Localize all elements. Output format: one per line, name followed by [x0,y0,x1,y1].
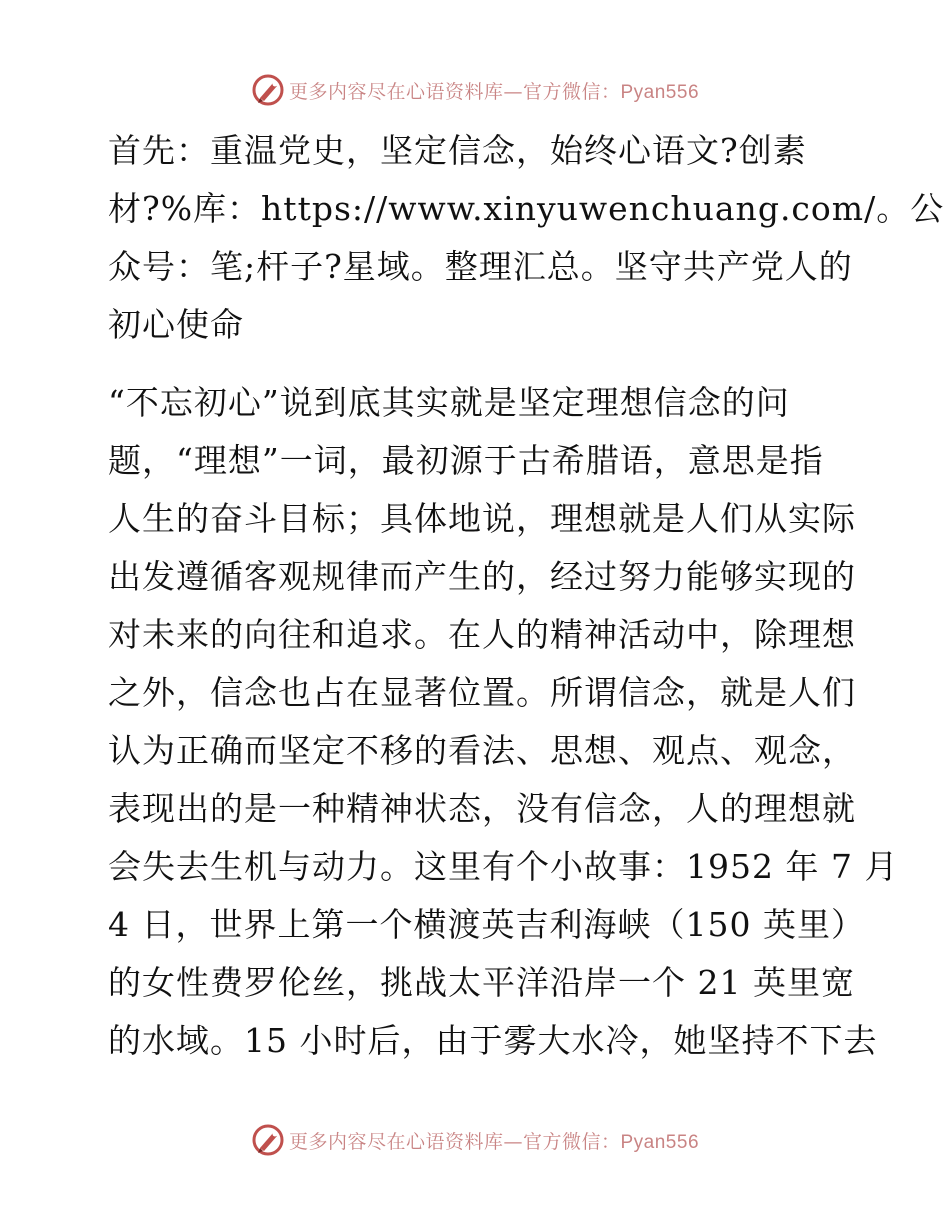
banner-text: 更多内容尽在心语资料库—官方微信：Pyan556 [288,1130,700,1153]
pen-logo-icon [251,73,285,107]
footer-watermark-banner [0,1120,950,1160]
paragraph-2 [98,374,899,1070]
text-line: 4 日，世界上第一个横渡英吉利海峡（150 英里） [108,905,865,944]
text-line: 会失去生机与动力。这里有个小故事：1952 年 7 月 [108,847,899,886]
text-line: “不忘初心”说到底其实就是坚定理想信念的问 [108,383,790,422]
text-line: 材?%库：https://www.xinyuwenchuang.com/。公 [108,189,945,228]
text-line: 对未来的向往和追求。在人的精神活动中，除理想 [108,615,856,654]
document-body [98,122,945,1070]
text-line: 众号：笔;杆子?星域。整理汇总。坚守共产党人的 [108,247,853,286]
text-line: 首先：重温党史，坚定信念，始终心语文?创素 [108,131,807,170]
text-line: 人生的奋斗目标；具体地说，理想就是人们从实际 [108,499,856,538]
text-line: 的水域。15 小时后，由于雾大水冷，她坚持不下去 [108,1021,878,1060]
text-line: 出发遵循客观规律而产生的，经过努力能够实现的 [108,557,856,596]
pen-logo-icon [251,1123,285,1157]
text-line: 初心使命 [108,305,244,344]
text-line: 表现出的是一种精神状态，没有信念，人的理想就 [108,789,856,828]
text-line: 的女性费罗伦丝，挑战太平洋沿岸一个 21 英里宽 [108,963,855,1002]
text-line: 题，“理想”一词，最初源于古希腊语，意思是指 [108,441,824,480]
banner-text: 更多内容尽在心语资料库—官方微信：Pyan556 [288,80,700,103]
text-line: 认为正确而坚定不移的看法、思想、观点、观念， [108,731,856,770]
paragraph-1 [98,122,945,354]
header-watermark-banner [0,70,950,110]
text-line: 之外，信念也占在显著位置。所谓信念，就是人们 [108,673,856,712]
